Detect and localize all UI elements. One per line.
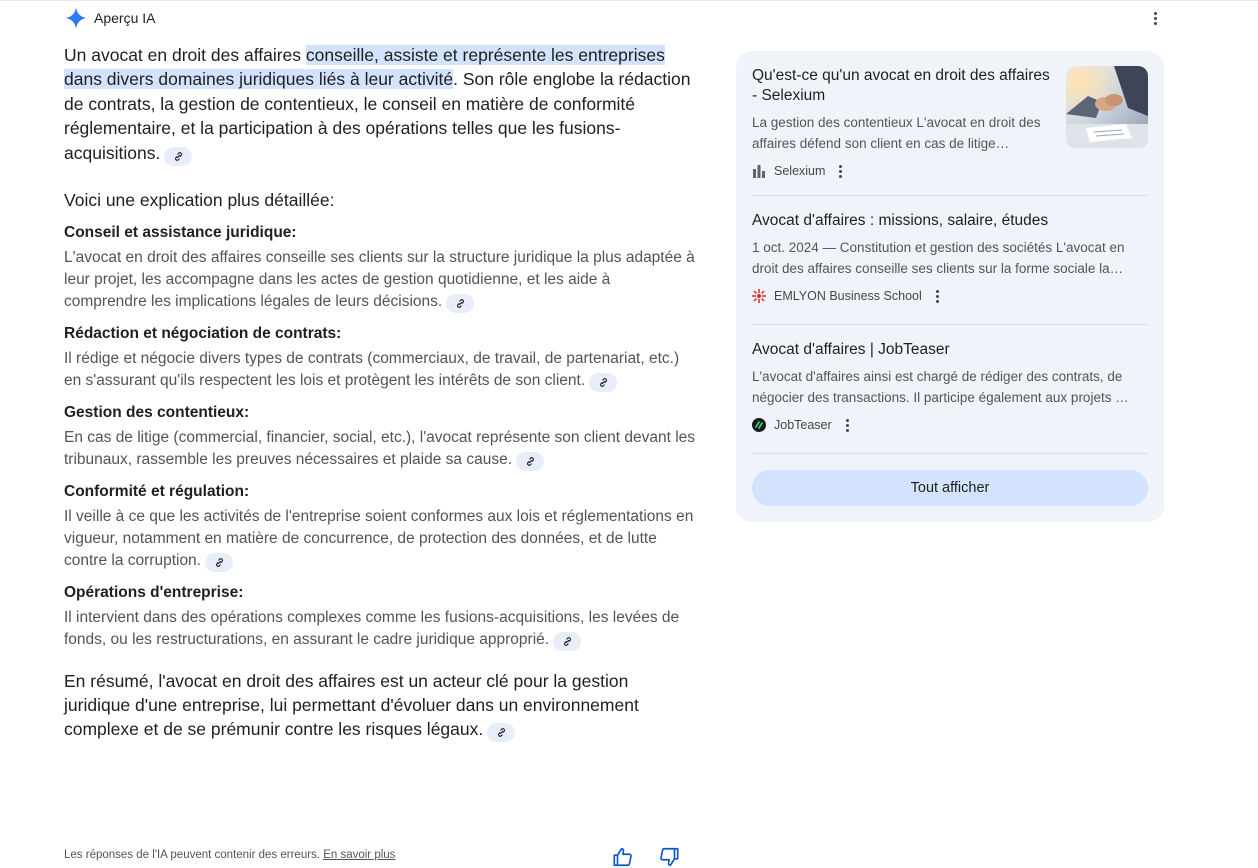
- section-title: Gestion des contentieux:: [64, 403, 250, 421]
- more-vert-icon[interactable]: [835, 163, 846, 180]
- section-body: [64, 506, 696, 572]
- source-meta: [752, 287, 1148, 305]
- source-site-name: Selexium: [774, 164, 826, 178]
- ai-overview-title: Aperçu IA: [94, 10, 156, 26]
- source-card-jobteaser[interactable]: [752, 340, 1148, 434]
- handshake-photo-icon: [1066, 66, 1148, 148]
- top-divider: [0, 0, 1258, 1]
- link-icon: [496, 727, 507, 738]
- section-conformite: [64, 481, 696, 572]
- section-body-text: En cas de litige (commercial, financier, social, etc.), l'avocat représente son client devant les tribunaux, rassemble les preuves nécessaires et plaide sa cause.: [64, 428, 696, 468]
- section-body: [64, 427, 696, 471]
- source-snippet: La gestion des contentieux L'avocat en droit des affaires défend son client en cas de litige…: [752, 115, 1041, 151]
- jobteaser-logo-icon: [752, 418, 766, 432]
- source-snippet: L'avocat d'affaires ainsi est chargé de rédiger des contrats, de négocier des transactions. Il participe également aux projets …: [752, 369, 1129, 405]
- source-card-emlyon[interactable]: [752, 211, 1148, 305]
- lead-text-start: Un avocat en droit des affaires: [64, 45, 306, 65]
- section-body: [64, 607, 696, 651]
- link-icon: [173, 151, 184, 162]
- learn-more-link[interactable]: En savoir plus: [323, 849, 396, 861]
- link-icon: [525, 456, 536, 467]
- lead-highlight: conseille, assiste et représente les entreprises dans divers domaines juridiques liés à leur activité: [64, 45, 665, 90]
- citation-link-button[interactable]: [589, 373, 617, 392]
- source-thumbnail-image[interactable]: [1066, 66, 1148, 148]
- section-conseil: [64, 222, 696, 313]
- citation-link-button[interactable]: [446, 294, 474, 313]
- more-vert-icon[interactable]: [1146, 8, 1164, 28]
- summary-text: En résumé, l'avocat en droit des affaires est un acteur clé pour la gestion juridique d'une entreprise, lui permettant d'évoluer dans un environnement complexe et de se prémunir contre les risques légaux.: [64, 670, 639, 740]
- section-body: [64, 247, 696, 313]
- summary-paragraph: [64, 669, 696, 743]
- source-title[interactable]: Qu'est-ce qu'un avocat en droit des affaires - Selexium: [752, 67, 1050, 104]
- link-icon: [214, 557, 225, 568]
- more-vert-icon[interactable]: [932, 288, 943, 305]
- ai-overview-header: [64, 6, 155, 30]
- link-icon: [562, 636, 573, 647]
- ai-overview-content: [64, 43, 696, 742]
- source-meta: [752, 162, 1052, 180]
- source-site-name: JobTeaser: [774, 418, 832, 432]
- source-card-selexium[interactable]: [752, 66, 1052, 180]
- selexium-logo-icon: [752, 164, 766, 178]
- section-contentieux: [64, 402, 696, 471]
- source-title[interactable]: Avocat d'affaires : missions, salaire, études: [752, 212, 1049, 229]
- section-operations: [64, 582, 696, 651]
- thumbs-down-icon[interactable]: [658, 846, 680, 868]
- source-divider: [752, 453, 1148, 454]
- source-site-name: EMLYON Business School: [774, 289, 922, 303]
- thumbs-up-icon[interactable]: [612, 846, 634, 868]
- citation-link-button[interactable]: [487, 723, 515, 742]
- lead-paragraph: [64, 43, 696, 166]
- source-snippet: 1 oct. 2024 — Constitution et gestion des sociétés L'avocat en droit des affaires conseille ses clients sur la forme sociale la…: [752, 240, 1125, 276]
- citation-link-button[interactable]: [553, 632, 581, 651]
- section-title: Conseil et assistance juridique:: [64, 223, 297, 241]
- section-redaction: [64, 323, 696, 392]
- source-divider: [752, 195, 1148, 196]
- section-title: Conformité et régulation:: [64, 482, 250, 500]
- ai-disclaimer: [64, 849, 395, 861]
- more-vert-icon[interactable]: [842, 417, 853, 434]
- lead-text-end: . Son rôle englobe la rédaction de contrats, la gestion de contentieux, le conseil en matière de conformité réglementaire, et la participation à des opérations telles que les fusions-acquisitions.: [64, 69, 691, 163]
- emlyon-logo-icon: [752, 289, 766, 303]
- citation-link-button[interactable]: [516, 452, 544, 471]
- source-title[interactable]: Avocat d'affaires | JobTeaser: [752, 341, 950, 358]
- sources-panel: [736, 51, 1164, 522]
- intro-heading: Voici une explication plus détaillée:: [64, 189, 335, 210]
- section-title: Opérations d'entreprise:: [64, 583, 244, 601]
- citation-link-button[interactable]: [205, 553, 233, 572]
- section-body-text: Il intervient dans des opérations complexes comme les fusions-acquisitions, les levées de fonds, ou les restructurations, en assurant le cadre juridique approprié.: [64, 608, 680, 648]
- source-divider: [752, 324, 1148, 325]
- link-icon: [455, 298, 466, 309]
- source-meta: [752, 416, 1148, 434]
- disclaimer-text: Les réponses de l'IA peuvent contenir des erreurs.: [64, 849, 320, 861]
- link-icon: [598, 377, 609, 388]
- show-all-button[interactable]: Tout afficher: [752, 470, 1148, 506]
- section-title: Rédaction et négociation de contrats:: [64, 324, 342, 342]
- section-body-text: Il rédige et négocie divers types de contrats (commerciaux, de travail, de partenariat, etc.) en s'assurant qu'ils respectent les lois et protègent les intérêts de son client.: [64, 349, 680, 389]
- gemini-sparkle-icon: [64, 6, 88, 30]
- citation-link-button[interactable]: [164, 147, 192, 166]
- section-body-text: L'avocat en droit des affaires conseille ses clients sur la structure juridique la plus adaptée à leur projet, les accompagne dans les actes de gestion quotidienne, et les aide à comprendre les implications légales de leurs décisions.: [64, 248, 695, 310]
- section-body: [64, 348, 696, 392]
- section-body-text: Il veille à ce que les activités de l'entreprise soient conformes aux lois et réglementations en vigueur, notamment en matière de concurrence, de protection des données, et de lutte contre la corruption.: [64, 507, 694, 569]
